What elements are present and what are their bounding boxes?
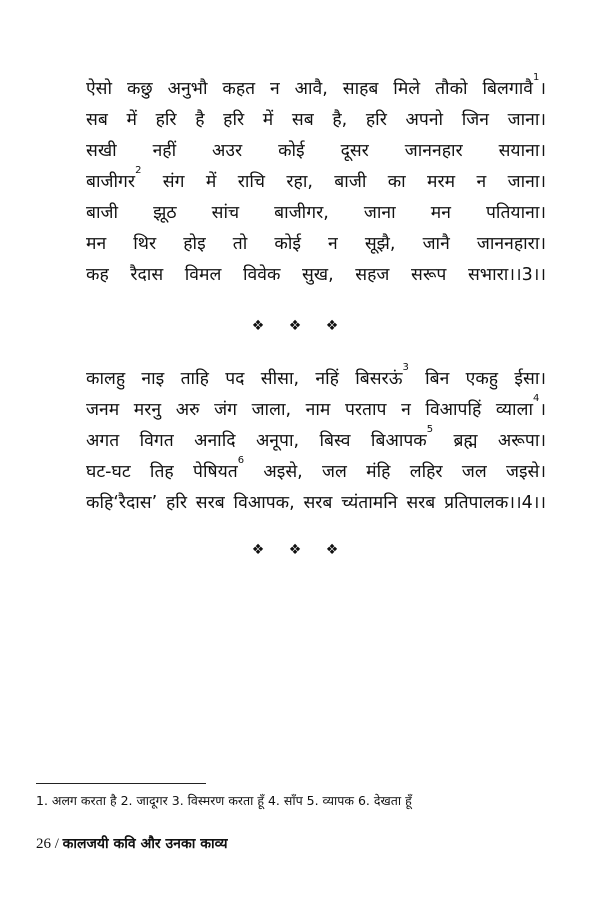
poem-line: कालहु नाइ ताहि पद सीसा, नहिं बिसरऊं$^3$ बिन एकहु ईसा। [86, 362, 546, 389]
footnote-ref: 6 [237, 455, 245, 467]
poem-line: मन थिर होइ तो कोई न सूझै, जानै जाननहारा। [86, 234, 546, 254]
poem-line: घट-घट तिह पेषियत$^6$ अइसे, जल मंहि लहिर जल जइसे। [86, 455, 547, 482]
book-title: कालजयी कवि और उनका काव्य [62, 836, 228, 852]
footnote-ref: 4 [532, 393, 540, 405]
poem-line: ऐसो कछु अनुभौ कहत न आवै, साहब मिले तौको बिलगावै$^1$। [86, 72, 546, 99]
poem-stanza-1 [86, 74, 546, 291]
footnote-separator [36, 783, 206, 784]
poem-line: कहि‘रैदास’ हरि सरब विआपक, सरब च्यंतामनि सरब प्रतिपालक।।4।। [86, 493, 546, 513]
poem-stanza-2 [86, 364, 546, 519]
poem-line: सब में हरि है हरि में सब है, हरि अपनो जिन जाना। [86, 110, 546, 130]
footnote-ref: 1 [532, 72, 540, 84]
poem-line: जनम मरनु अरु जंग जाला, नाम परताप न विआपहिं व्याला$^4$। [86, 393, 546, 420]
footnotes: 1. अलग करता है 2. जादूगर 3. विस्मरण करता हूँ 4. साँप 5. व्यापक 6. देखता हूँ [36, 793, 412, 808]
ornament-divider: ❖ ❖ ❖ [251, 542, 349, 558]
page-footer [36, 834, 228, 853]
poem-line: अगत विगत अनादि अनूपा, बिस्व बिआपक$^5$ ब्रह्म अरूपा। [86, 424, 546, 451]
poem-line: सखी नहीं अउर कोई दूसर जाननहार सयाना। [86, 141, 546, 161]
footnote-ref: 5 [426, 424, 434, 436]
ornament-divider: ❖ ❖ ❖ [251, 318, 349, 334]
poem-line: कह रैदास विमल विवेक सुख, सहज सरूप सभारा।।3।। [86, 265, 546, 285]
footer-separator: / [51, 836, 63, 852]
poem-line: बाजी झूठ सांच बाजीगर, जाना मन पतियाना। [86, 203, 546, 223]
poem-line: बाजीगर$^2$ संग में राचि रहा, बाजी का मरम न जाना। [86, 165, 546, 192]
page-number: 26 [36, 836, 51, 852]
footnote-ref: 2 [135, 165, 142, 177]
footnote-ref: 3 [402, 362, 409, 374]
